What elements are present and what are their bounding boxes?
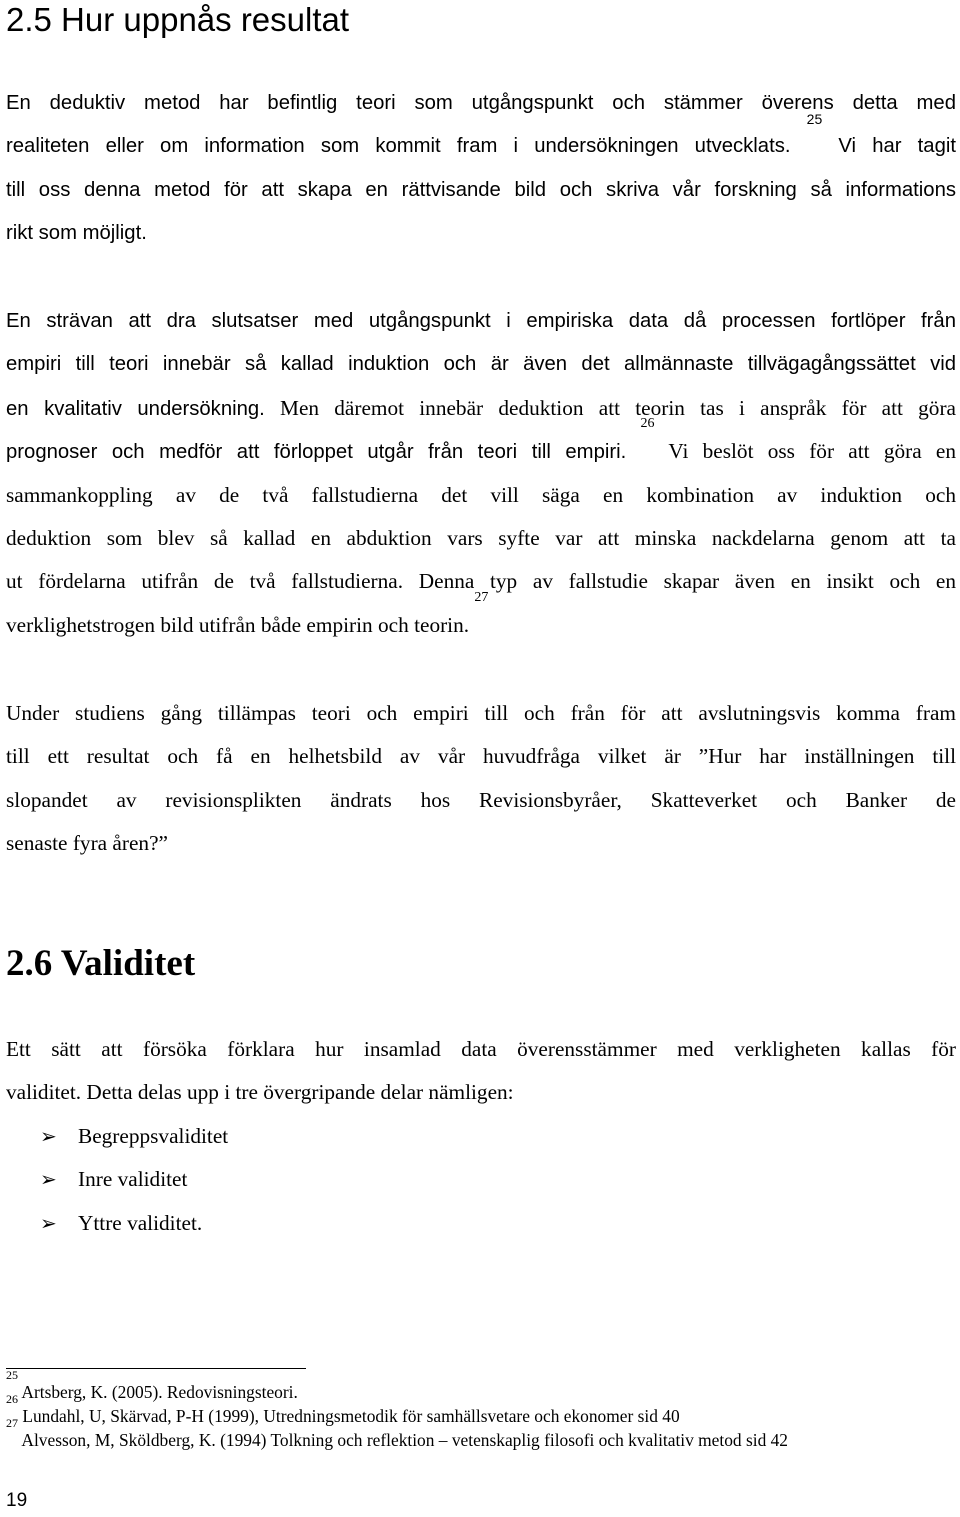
page-number: 19 xyxy=(6,1490,28,1511)
paragraph-line: senaste fyra åren?” xyxy=(6,831,168,856)
paragraph-line: deduktion som blev så kallad en abduktion vars syfte var att minska nackdelarna genom att ta xyxy=(6,525,956,550)
list-item: ➢ Inre validitet xyxy=(40,1158,228,1201)
paragraph-line: slopandet av revisionsplikten ändrats hos Revisionsbyråer, Skatteverket och Banker de xyxy=(6,787,956,812)
paragraph-line: Ett sätt att försöka förklara hur insamlad data överensstämmer med verkligheten kallas för xyxy=(6,1037,956,1061)
validity-list xyxy=(40,1115,228,1245)
paragraph-line: Under studiens gång tillämpas teori och empiri till och från för att avslutningsvis komma fram xyxy=(6,701,956,725)
paragraph-line: realiteten eller om information som kommit fram i undersökningen utvecklats. $^{25}$ Vi har tagit xyxy=(6,111,956,158)
paragraph-line: En deduktiv metod har befintlig teori som utgångspunkt och stämmer överens detta med xyxy=(6,92,956,114)
paragraph-line: sammankoppling av de två fallstudierna det vill säga en kombination av induktion och xyxy=(6,482,956,507)
paragraph-research-question xyxy=(6,692,956,866)
footnote-ref-25: 25 xyxy=(806,111,823,128)
footnote-27: $^{27}$ Alvesson, M, Sköldberg, K. (1994) Tolkning och reflektion – vetenskaplig filosofi och kvalitativ metod sid 42 xyxy=(6,1416,789,1450)
paragraph-deductive-method xyxy=(6,82,956,256)
paragraph-line: empiri till teori innebär så kallad induktion och är även det allmännaste tillvägagångssättet vid xyxy=(6,353,956,376)
paragraph-line: validitet. Detta delas upp i tre övergripande delar nämligen: xyxy=(6,1080,514,1105)
paragraph-line: prognoser och medför att förloppet utgår från teori till empiri. $^{26}$ Vi beslöt oss för att göra en xyxy=(6,416,956,464)
paragraph-validity-intro xyxy=(6,1028,956,1115)
footnote-26: $^{26}$ Lundahl, U, Skärvad, P-H (1999), Utredningsmetodik för samhällsvetare och ekonomer sid 40 xyxy=(6,1392,680,1426)
footnote-ref-27: 27 xyxy=(474,589,489,605)
section-heading-2-6: 2.6 Validitet xyxy=(6,943,196,984)
paragraph-line: till oss denna metod för att skapa en rättvisande bild och skriva vår forskning så informations xyxy=(6,178,956,201)
footnote-separator xyxy=(6,1368,306,1369)
arrow-bullet-icon: ➢ xyxy=(40,1210,57,1235)
footnotes xyxy=(6,1368,789,1452)
footnote-ref-26: 26 xyxy=(640,416,655,432)
paragraph-line: en kvalitativ undersökning. Men däremot innebär deduktion att teorin tas i anspråk för att göra xyxy=(6,395,956,420)
footnote-25: $^{25}$ Artsberg, K. (2005). Redovisningsteori. xyxy=(6,1368,298,1402)
list-item: ➢ Yttre validitet. xyxy=(40,1202,228,1245)
paragraph-line: ut fördelarna utifrån de två fallstudierna. Denna typ av fallstudie skapar även en insikt och en xyxy=(6,569,956,594)
arrow-bullet-icon: ➢ xyxy=(40,1167,57,1192)
paragraph-line: till ett resultat och få en helhetsbild av vår huvudfråga vilket är ”Hur har inställningen till xyxy=(6,744,956,769)
paragraph-line: En strävan att dra slutsatser med utgångspunkt i empiriska data då processen fortlöper från xyxy=(6,310,956,332)
section-heading-2-5: 2.5 Hur uppnås resultat xyxy=(6,1,350,38)
list-item: ➢ Begreppsvaliditet xyxy=(40,1115,228,1158)
paragraph-induction-abduction xyxy=(6,300,956,647)
paragraph-line: verklighetstrogen bild utifrån både empirin och teorin. $^{27}$ xyxy=(6,589,489,637)
arrow-bullet-icon: ➢ xyxy=(40,1124,57,1148)
paragraph-line: rikt som möjligt. xyxy=(6,222,147,245)
